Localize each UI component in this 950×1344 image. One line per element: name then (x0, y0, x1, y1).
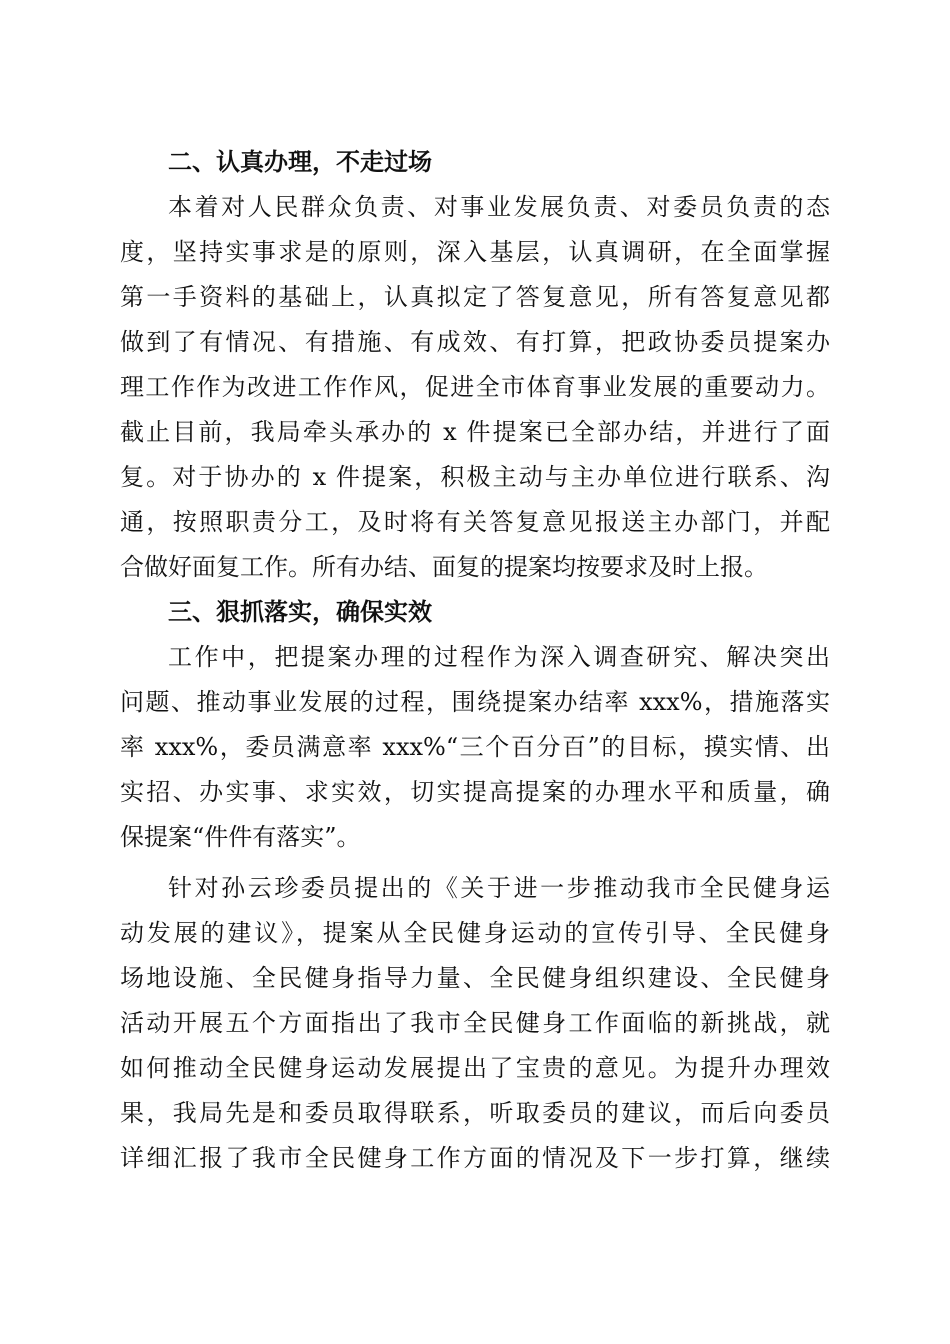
paragraph-line: 保提案“件件有落实”。 (120, 823, 361, 851)
paragraph-line: 第一手资料的基础上，认真拟定了答复意见，所有答复意见都 (120, 283, 830, 311)
paragraph-line: 详细汇报了我市全民健身工作方面的情况及下一步打算，继续 (120, 1144, 830, 1172)
paragraph-line: 问题、推动事业发展的过程，围绕提案办结率 xxx%，措施落实 (120, 688, 830, 716)
section-heading: 二、认真办理，不走过场 (168, 148, 432, 176)
paragraph (120, 635, 830, 860)
document-body (120, 140, 830, 1181)
paragraph-line: 工作中，把提案办理的过程作为深入调查研究、解决突出 (168, 643, 830, 671)
paragraph-line: 实招、办实事、求实效，切实提高提案的办理水平和质量，确 (120, 778, 830, 806)
paragraph (120, 185, 830, 590)
paragraph-line: 截止目前，我局牵头承办的 x 件提案已全部办结，并进行了面 (120, 418, 830, 446)
paragraph-line: 场地设施、全民健身指导力量、全民健身组织建设、全民健身 (120, 964, 830, 992)
paragraph-line: 度，坚持实事求是的原则，深入基层，认真调研，在全面掌握 (120, 238, 830, 266)
paragraph-line: 做到了有情况、有措施、有成效、有打算，把政协委员提案办 (120, 328, 830, 356)
paragraph-line: 本着对人民群众负责、对事业发展负责、对委员负责的态 (168, 193, 830, 221)
paragraph-line: 通，按照职责分工，及时将有关答复意见报送主办部门，并配 (120, 508, 830, 536)
paragraph-line: 活动开展五个方面指出了我市全民健身工作面临的新挑战，就 (120, 1009, 830, 1037)
paragraph-line: 如何推动全民健身运动发展提出了宝贵的意见。为提升办理效 (120, 1054, 830, 1082)
paragraph-line: 针对孙云珍委员提出的《关于进一步推动我市全民健身运 (168, 874, 830, 902)
paragraph-line: 复。对于协办的 x 件提案，积极主动与主办单位进行联系、沟 (120, 463, 830, 491)
paragraph-line: 率 xxx%，委员满意率 xxx%“三个百分百”的目标，摸实情、出 (120, 733, 830, 761)
paragraph (120, 866, 830, 1181)
paragraph-line: 动发展的建议》，提案从全民健身运动的宣传引导、全民健身 (120, 919, 830, 947)
paragraph-line: 理工作作为改进工作作风，促进全市体育事业发展的重要动力。 (120, 373, 830, 401)
section-heading: 三、狠抓落实，确保实效 (168, 598, 432, 626)
paragraph-line: 果，我局先是和委员取得联系，听取委员的建议，而后向委员 (120, 1099, 830, 1127)
paragraph-line: 合做好面复工作。所有办结、面复的提案均按要求及时上报。 (120, 553, 768, 581)
